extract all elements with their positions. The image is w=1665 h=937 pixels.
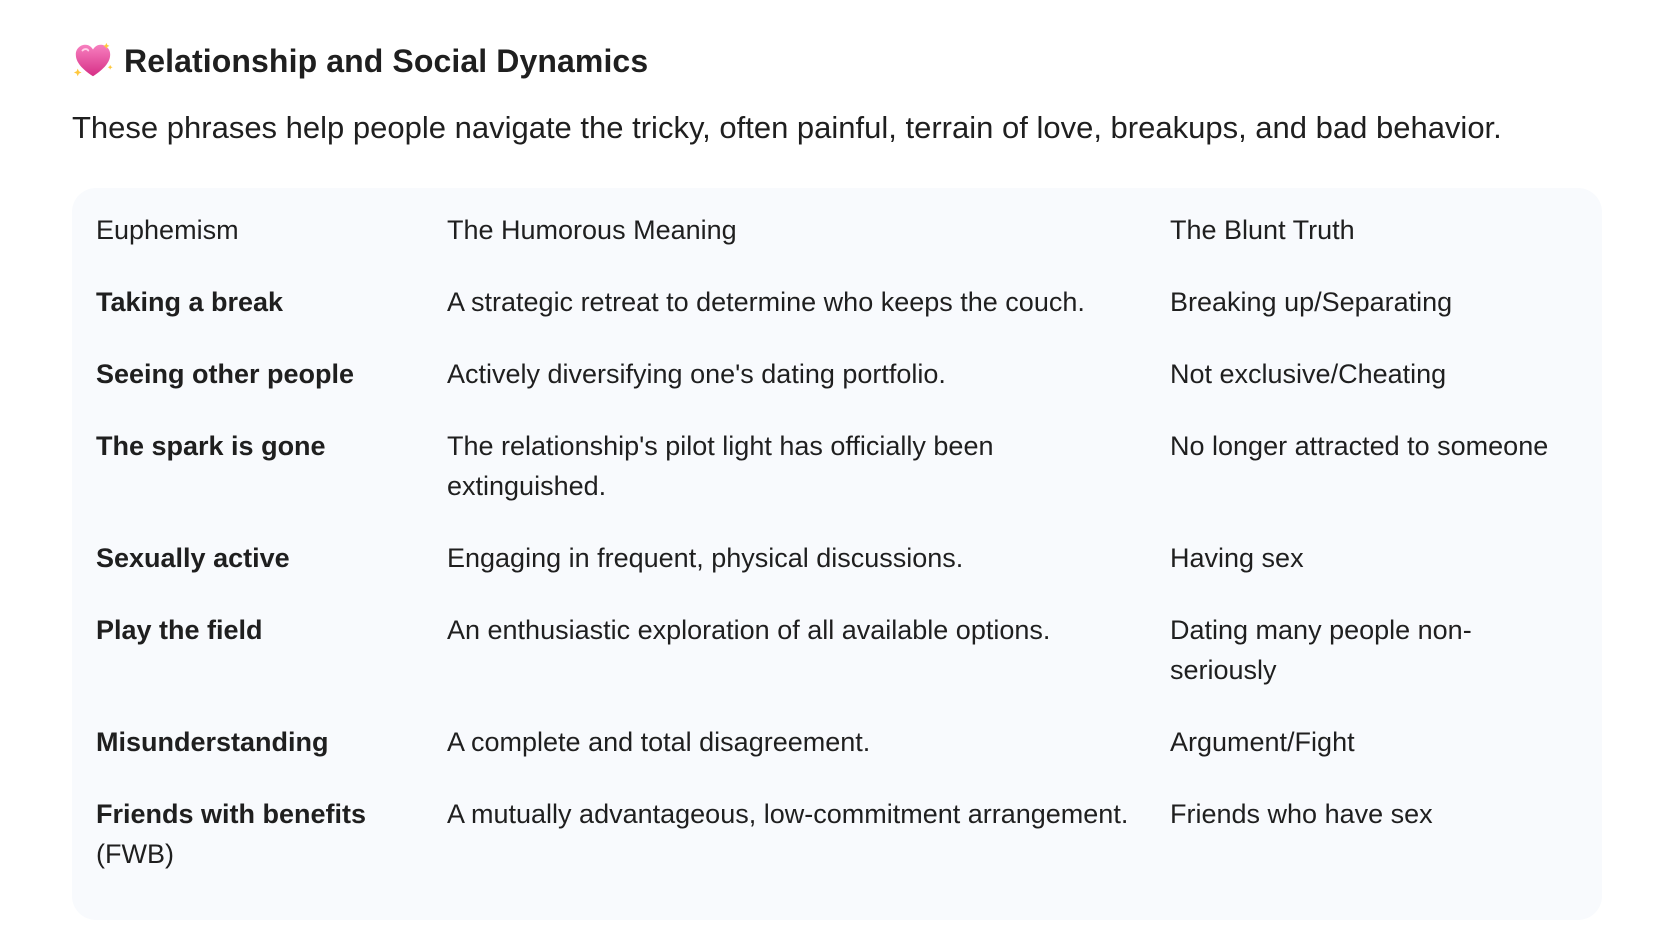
table-header-row	[72, 202, 1602, 274]
euphemism-term: The spark is gone	[96, 431, 326, 461]
euphemism-cell	[72, 530, 447, 602]
meaning-cell: A mutually advantageous, low-commitment arrangement.	[447, 799, 1129, 829]
truth-cell: Not exclusive/Cheating	[1170, 359, 1447, 389]
euphemism-term: Taking a break	[96, 287, 284, 317]
truth-cell: Dating many people non-seriously	[1170, 615, 1472, 685]
table-row	[72, 786, 1602, 898]
euphemism-cell	[72, 346, 447, 418]
table-row	[72, 346, 1602, 418]
sparkling-heart-icon	[72, 40, 114, 82]
euphemism-cell	[72, 602, 447, 714]
euphemism-term: Seeing other people	[96, 359, 355, 389]
section	[72, 36, 1602, 920]
truth-cell: Breaking up/Separating	[1170, 287, 1453, 317]
euphemism-term: Misunderstanding	[96, 727, 329, 757]
euphemism-cell	[72, 274, 447, 346]
meaning-cell: The relationship's pilot light has officially been extinguished.	[447, 431, 994, 501]
euphemism-term: Friends with benefits	[96, 799, 367, 829]
section-heading	[72, 36, 1602, 86]
truth-cell: Having sex	[1170, 543, 1304, 573]
table-row	[72, 274, 1602, 346]
section-intro: These phrases help people navigate the tricky, often painful, terrain of love, breakups, and bad behavior.	[72, 110, 1502, 145]
meaning-cell: Actively diversifying one's dating portfolio.	[447, 359, 946, 389]
table-row	[72, 602, 1602, 714]
meaning-cell: A strategic retreat to determine who keeps the couch.	[447, 287, 1085, 317]
truth-cell: Argument/Fight	[1170, 727, 1355, 757]
euphemism-abbreviation: (FWB)	[96, 839, 174, 869]
meaning-cell: An enthusiastic exploration of all available options.	[447, 615, 1051, 645]
euphemism-table-container	[72, 188, 1602, 920]
truth-cell: No longer attracted to someone	[1170, 431, 1549, 461]
section-title: Relationship and Social Dynamics	[124, 42, 649, 79]
euphemism-table	[72, 202, 1602, 898]
table-row	[72, 418, 1602, 530]
truth-cell: Friends who have sex	[1170, 799, 1433, 829]
column-header-humorous-meaning: The Humorous Meaning	[447, 215, 737, 245]
table-row	[72, 530, 1602, 602]
meaning-cell: A complete and total disagreement.	[447, 727, 871, 757]
table-row	[72, 714, 1602, 786]
euphemism-term: Play the field	[96, 615, 263, 645]
meaning-cell: Engaging in frequent, physical discussions.	[447, 543, 964, 573]
column-header-blunt-truth: The Blunt Truth	[1170, 215, 1355, 245]
euphemism-cell	[72, 418, 447, 530]
euphemism-cell	[72, 714, 447, 786]
euphemism-term: Sexually active	[96, 543, 290, 573]
column-header-euphemism: Euphemism	[96, 215, 239, 245]
euphemism-cell	[72, 786, 447, 898]
